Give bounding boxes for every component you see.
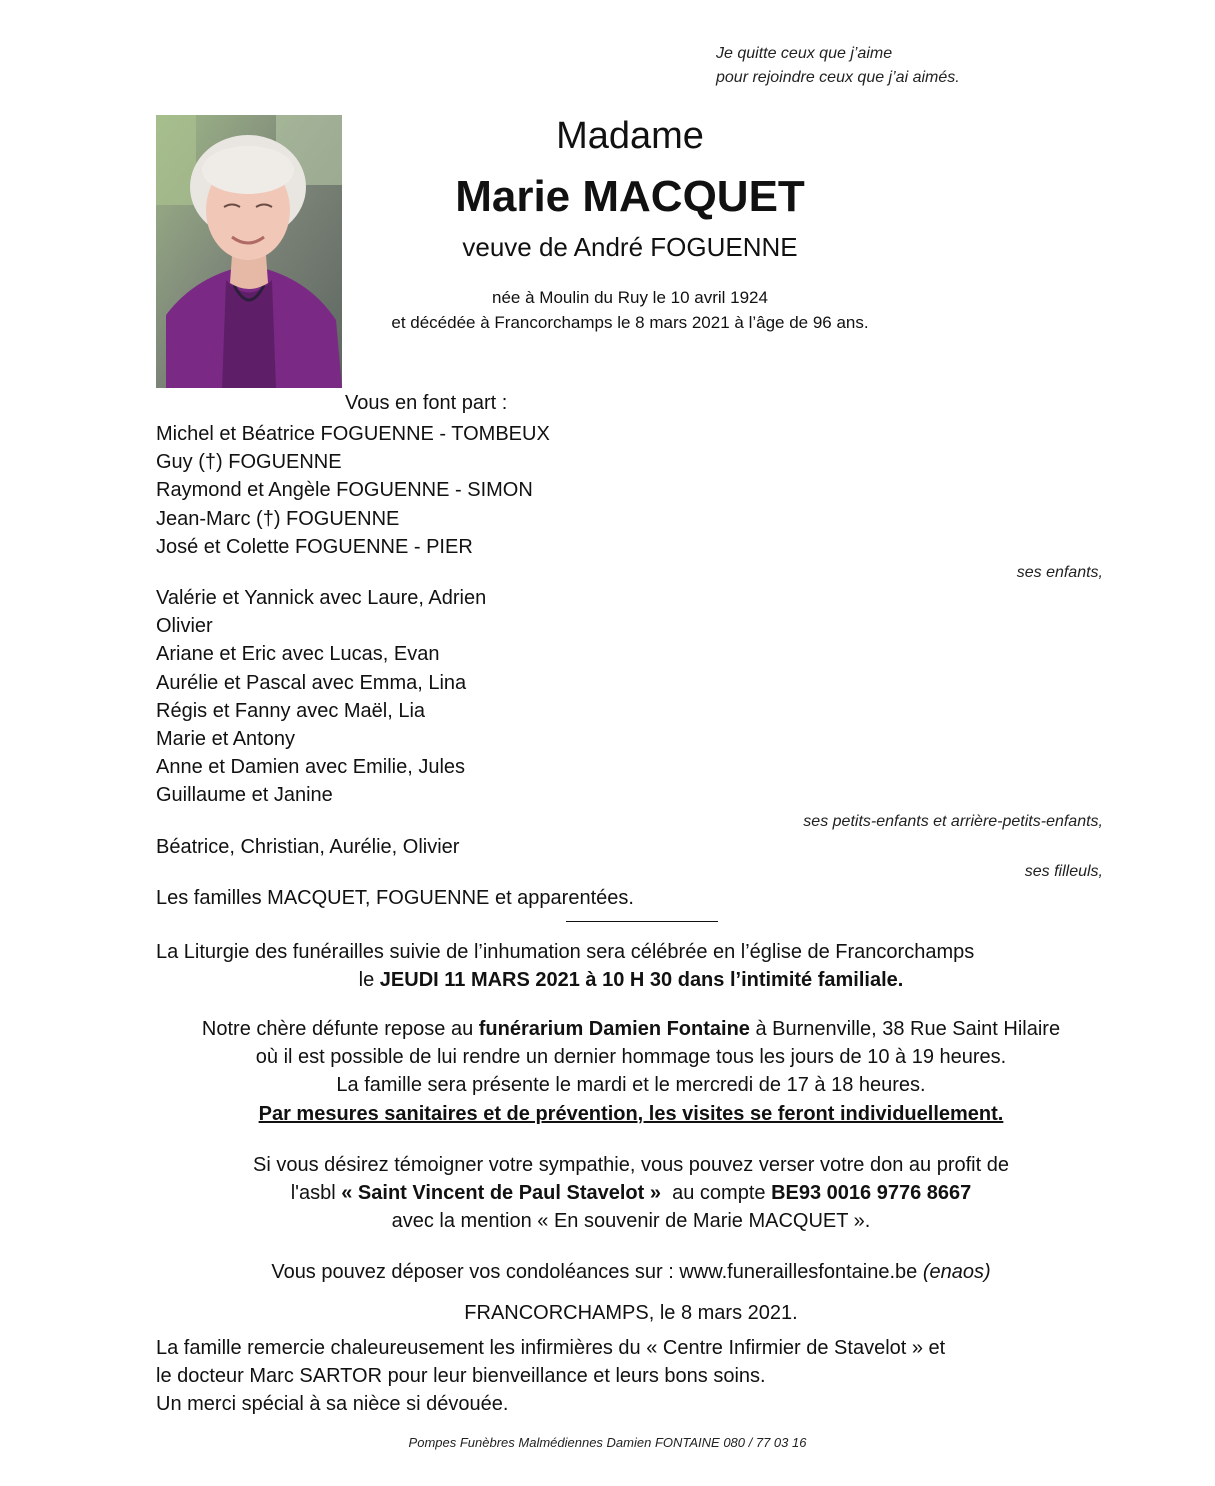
children-list	[156, 420, 550, 561]
funerarium-line-3: La famille sera présente le mardi et le mercredi de 17 à 18 heures.	[336, 1074, 926, 1096]
liturgy-line-1: La Liturgie des funérailles suivie de l’inhumation sera célébrée en l’église de Francorchamps	[156, 941, 975, 963]
godchildren: Béatrice, Christian, Aurélie, Olivier	[156, 836, 460, 858]
list-item: Aurélie et Pascal avec Emma, Lina	[156, 671, 467, 694]
portrait-photo	[156, 115, 342, 388]
liturgy-prefix: le	[358, 969, 380, 991]
donation-line-3: avec la mention « En souvenir de Marie MACQUET ».	[391, 1210, 871, 1232]
thanks-line: le docteur Marc SARTOR pour leur bienveillance et leurs bons soins.	[156, 1365, 766, 1387]
list-item: Guy (†) FOGUENNE	[156, 451, 342, 474]
donation-account: BE93 0016 9776 8667	[771, 1182, 972, 1204]
list-item: Anne et Damien avec Emilie, Jules	[156, 756, 466, 779]
godchildren-label: ses filleuls,	[1024, 863, 1103, 880]
funerarium-name: funérarium Damien Fontaine	[478, 1018, 750, 1040]
list-item: Régis et Fanny avec Maël, Lia	[156, 699, 426, 722]
thanks-line: Un merci spécial à sa nièce si dévouée.	[156, 1393, 509, 1415]
list-item: Olivier	[156, 615, 213, 638]
sanitary-notice	[0, 1100, 1215, 1128]
quote-line-2: pour rejoindre ceux que j’ai aimés.	[716, 69, 960, 86]
condolences-line	[0, 1258, 1215, 1286]
list-item: Guillaume et Janine	[156, 784, 333, 807]
separator-line	[566, 921, 718, 922]
list-item: Michel et Béatrice FOGUENNE - TOMBEUX	[156, 423, 550, 445]
donation-prefix: l'asbl	[290, 1182, 342, 1204]
donation-org: « Saint Vincent de Paul Stavelot »	[341, 1182, 661, 1204]
sanitary-notice-text: Par mesures sanitaires et de prévention, les visites se feront individuellement.	[258, 1103, 1004, 1125]
thanks-block	[156, 1334, 945, 1418]
funerarium-address: à Burnenville, 38 Rue Saint Hilaire	[749, 1018, 1061, 1040]
funerarium-line-1	[0, 1015, 1215, 1043]
list-item: Valérie et Yannick avec Laure, Adrien	[156, 587, 487, 609]
list-item: Raymond et Angèle FOGUENNE - SIMON	[156, 479, 533, 502]
liturgy-line-2	[0, 966, 1215, 994]
condolences-text: Vous pouvez déposer vos condoléances sur : www.funeraillesfontaine.be	[271, 1261, 923, 1283]
donation-line-1: Si vous désirez témoigner votre sympathie, vous pouvez verser votre don au profit de	[253, 1154, 1009, 1176]
thanks-line: La famille remercie chaleureusement les infirmières du « Centre Infirmier de Stavelot » et	[156, 1337, 946, 1359]
families: Les familles MACQUET, FOGUENNE et apparentées.	[156, 887, 634, 909]
children-label: ses enfants,	[1016, 564, 1103, 581]
condolences-note: (enaos)	[922, 1261, 991, 1283]
footer-funeral-home: Pompes Funèbres Malmédiennes Damien FONTAINE 080 / 77 03 16	[408, 1435, 807, 1450]
quote-line-1: Je quitte ceux que j’aime	[716, 45, 893, 62]
epitaph-quote	[716, 42, 960, 90]
funerarium-line-2: où il est possible de lui rendre un dernier hommage tous les jours de 10 à 19 heures.	[255, 1046, 1007, 1068]
deceased-name: Marie MACQUET	[455, 172, 805, 221]
portrait-illustration	[156, 115, 342, 388]
list-item: Ariane et Eric avec Lucas, Evan	[156, 643, 440, 666]
birth-info: née à Moulin du Ruy le 10 avril 1924	[492, 288, 768, 307]
place-date: FRANCORCHAMPS, le 8 mars 2021.	[464, 1302, 798, 1324]
list-item: Jean-Marc (†) FOGUENNE	[156, 507, 400, 530]
grandchildren-label: ses petits-enfants et arrière-petits-enfants,	[803, 813, 1103, 830]
honorific: Madame	[556, 115, 704, 157]
announce-heading: Vous en font part :	[345, 392, 508, 414]
list-item: Marie et Antony	[156, 728, 295, 751]
funerarium-prefix: Notre chère défunte repose au	[201, 1018, 479, 1040]
grandchildren-list	[156, 584, 486, 810]
donation-mid: au compte	[661, 1182, 772, 1204]
widow-of: veuve de André FOGUENNE	[462, 232, 798, 262]
list-item: José et Colette FOGUENNE - PIER	[156, 535, 473, 558]
donation-line-2	[0, 1179, 1215, 1207]
death-info: et décédée à Francorchamps le 8 mars 2021 à l’âge de 96 ans.	[391, 313, 869, 332]
liturgy-date: JEUDI 11 MARS 2021 à 10 H 30 dans l’intimité familiale.	[379, 969, 904, 991]
